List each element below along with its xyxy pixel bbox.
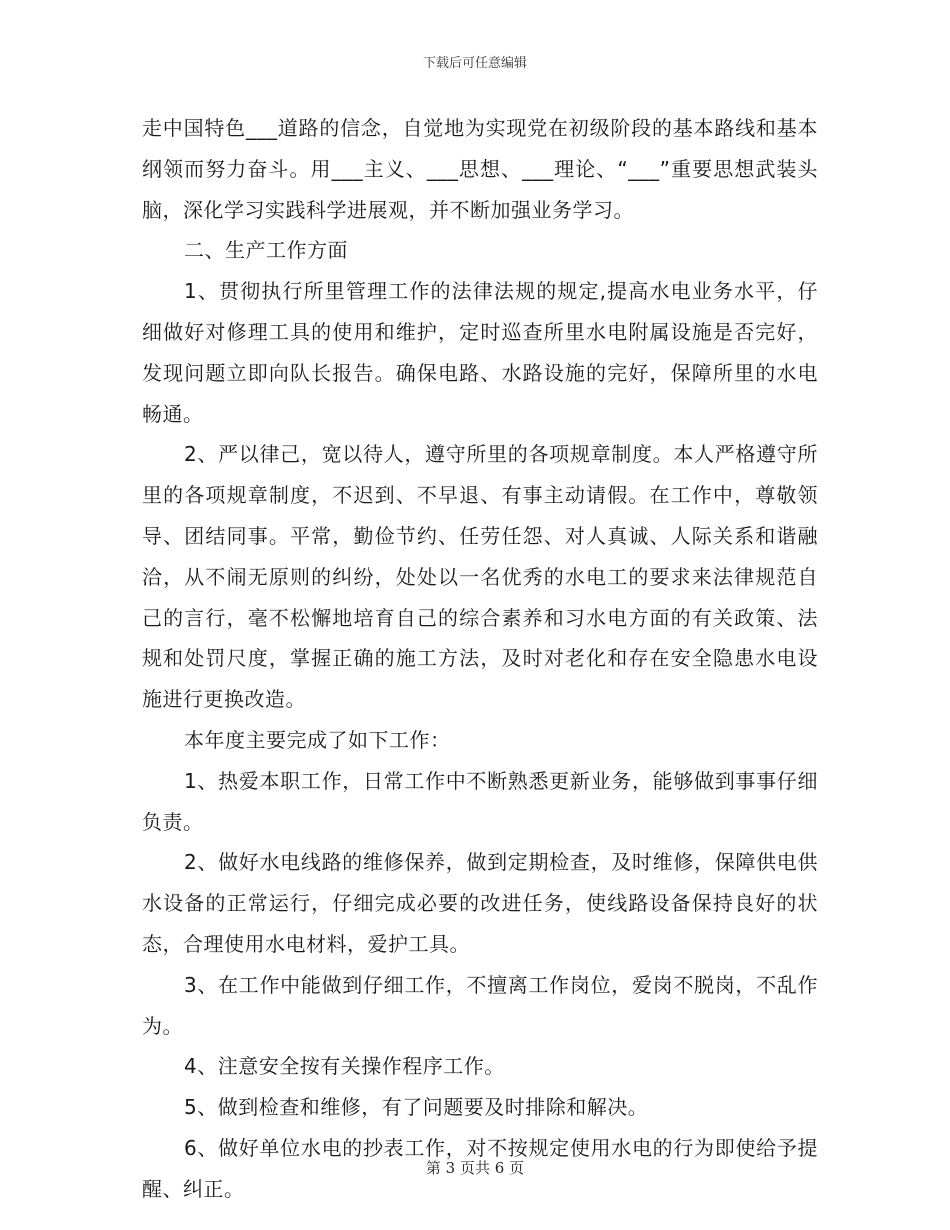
paragraph-6: 1、热爱本职工作，日常工作中不断熟悉更新业务，能够做到事事仔细负责。 <box>142 768 818 834</box>
paragraph-11: 6、做好单位水电的抄表工作，对不按规定使用水电的行为即使给予提醒、纠正。 <box>142 1135 818 1201</box>
paragraph-4: 2、严以律己，宽以待人，遵守所里的各项规章制度。本人严格遵守所里的各项规章制度，不迟到、不早退、有事主动请假。在工作中，尊敬领导、团结同事。平常，勤俭节约、任劳任怨、对人真诚、人际关系和谐融洽，从不闹无原则的纠纷，处处以一名优秀的水电工的要求来法律规范自己的言行，毫不松懈地培育自己的综合素养和习水电方面的有关政策、法规和处罚尺度，掌握正确的施工方法，及时对老化和存在安全隐患水电设施进行更换改造。 <box>142 442 818 712</box>
section-heading-production: 二、生产工作方面 <box>184 238 348 263</box>
page-header: 下载后可任意编辑 <box>422 56 527 71</box>
paragraph-1: 走中国特色___道路的信念，自觉地为实现党在初级阶段的基本路线和基本纲领而努力奋斗。用___主义、___思想、___理论、“___”重要思想武装头脑，深化学习实践科学进展观，并不断加强业务学习。 <box>142 116 818 222</box>
paragraph-10: 5、做到检查和维修，有了问题要及时排除和解决。 <box>184 1095 649 1120</box>
page-footer: 第 3 页共 6 页 <box>425 1159 525 1177</box>
paragraph-3: 1、贯彻执行所里管理工作的法律法规的规定,提高水电业务水平，仔细做好对修理工具的使用和维护，定时巡查所里水电附属设施是否完好，发现问题立即向队长报告。确保电路、水路设施的完好，保障所里的水电畅通。 <box>142 279 818 426</box>
paragraph-9: 4、注意安全按有关操作程序工作。 <box>184 1054 505 1079</box>
paragraph-8: 3、在工作中能做到仔细工作，不擅离工作岗位，爱岗不脱岗，不乱作为。 <box>142 972 818 1038</box>
document-body <box>142 108 818 1210</box>
paragraph-5: 本年度主要完成了如下工作： <box>184 727 451 752</box>
paragraph-7: 2、做好水电线路的维修保养，做到定期检查，及时维修，保障供电供水设备的正常运行，仔细完成必要的改进任务，使线路设备保持良好的状态，合理使用水电材料，爱护工具。 <box>142 850 818 956</box>
